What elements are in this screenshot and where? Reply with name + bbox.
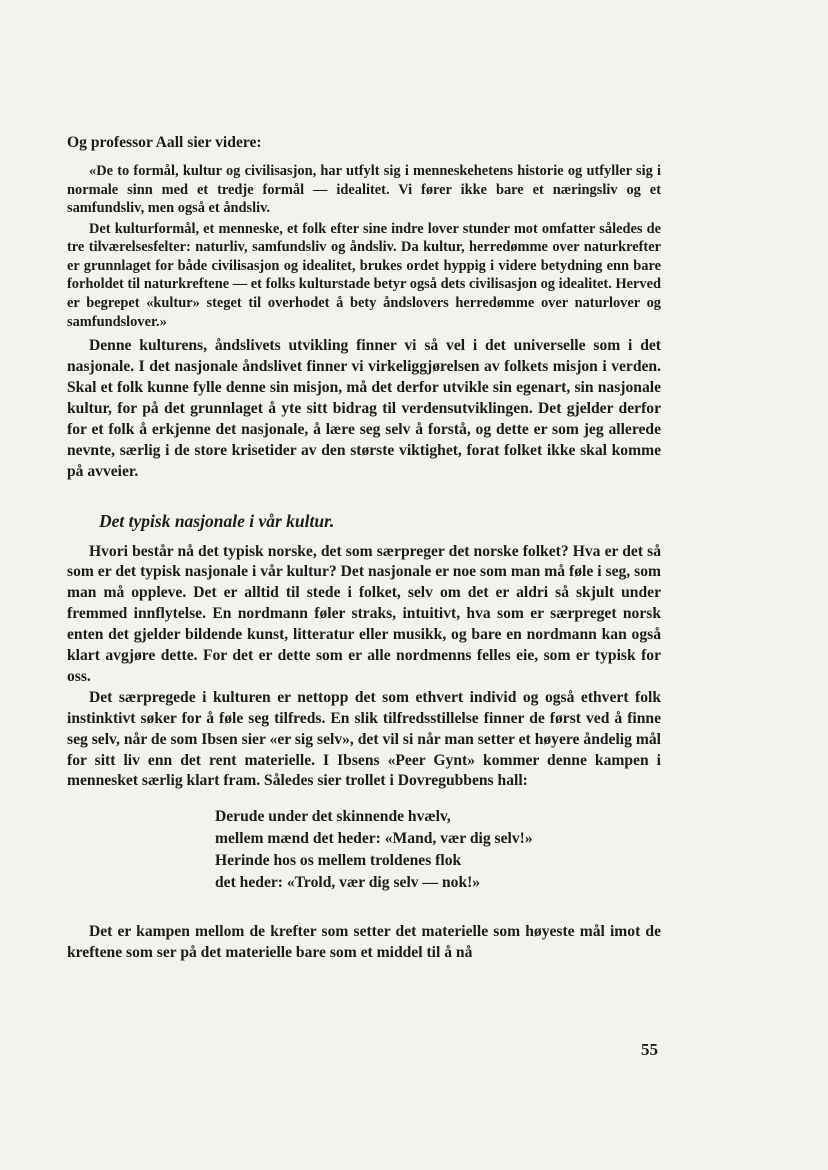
intro-line: Og professor Aall sier videre: xyxy=(67,134,262,151)
paragraph-4: Det er kampen mellom de krefter som setter det materielle som høyeste mål imot de kreftene som ser på det materielle bare som et middel til å nå xyxy=(67,923,661,962)
paragraph-3: Det særpregede i kulturen er nettopp det som ethvert individ og også ethvert folk instinktivt søker for å føle seg tilfreds. En slik tilfredsstillelse finner de først ved å finne seg selv, når de som Ibsen sier «er sig selv», det vil si når man setter et høyere åndelig mål for sitt liv enn det rent materielle. I Ibsens «Peer Gynt» kommer denne kampen i mennesket særlig klart fram. Således sier trollet i Dovregubbens hall: xyxy=(67,688,661,790)
paragraph-1: Denne kulturens, åndslivets utvikling finner vi så vel i det universelle som i det nasjonale. I det nasjonale åndslivet finner vi virkeliggjørelsen av folkets misjon i verden. Skal et folk kunne fylle denne sin misjon, må det derfor utvikle sin egenart, sin nasjonale kultur, for på det grunnlaget å yte sitt bidrag til verdensutviklingen. Det gjelder derfor for et folk å erkjenne det nasjonale, å lære seg selv å forstå, og dette er som jeg allerede nevnte, særlig i de store krisetider av den største viktighet, forat folket ikke skal komme på avveier. xyxy=(67,337,661,480)
page-number: 55 xyxy=(641,1040,658,1059)
quote-paragraph-2: Det kulturformål, et menneske, et folk efter sine indre lover stunder mot omfatter således de tre tilværelsesfelter: naturliv, samfundsliv og åndsliv. Da kultur, herredømme over naturkrefter er grunnlaget for både civilisasjon og idealitet, brukes ordet hyppig i videre betydning enn bare forholdet til naturkreftene — et folks kulturstade betyr også dets civilisasjon og idealitet. Herved er begrepet «kultur» steget til overhodet å bety åndslovers herredømme over naturlover og samfundslover.» xyxy=(67,220,661,330)
body-text xyxy=(67,133,661,964)
verse-line-3: Herinde hos os mellem troldenes flok xyxy=(215,852,462,870)
verse-line-2: mellem mænd det heder: «Mand, vær dig selv!» xyxy=(215,830,533,848)
section-heading: Det typisk nasjonale i vår kultur. xyxy=(99,510,335,531)
paragraph-2: Hvori består nå det typisk norske, det som særpreger det norske folket? Hva er det så som er det typisk nasjonale i vår kultur? Det nasjonale er noe som man må føle i seg, som man må oppleve. Det er alltid til stede i folket, selv om det er aldri så skjult under fremmed innflytelse. En nordmann føler straks, intuitivt, hva som er særpreget norsk enten det gjelder bildende kunst, litteratur eller musikk, og bare en nordmann kan også klart avgjøre dette. For det er dette som er alle nordmenns felles eie, som er typisk for oss. xyxy=(67,542,661,685)
verse-quote xyxy=(215,806,661,894)
verse-line-4: det heder: «Trold, vær dig selv — nok!» xyxy=(215,874,481,892)
quote-paragraph-1: «De to formål, kultur og civilisasjon, har utfylt sig i menneskehetens historie og utfyller sig i normale sinn med et tredje formål — idealitet. Vi fører ikke bare et næringsliv og et samfundsliv, men også et åndsliv. xyxy=(67,162,661,217)
verse-line-1: Derude under det skinnende hvælv, xyxy=(215,808,451,826)
